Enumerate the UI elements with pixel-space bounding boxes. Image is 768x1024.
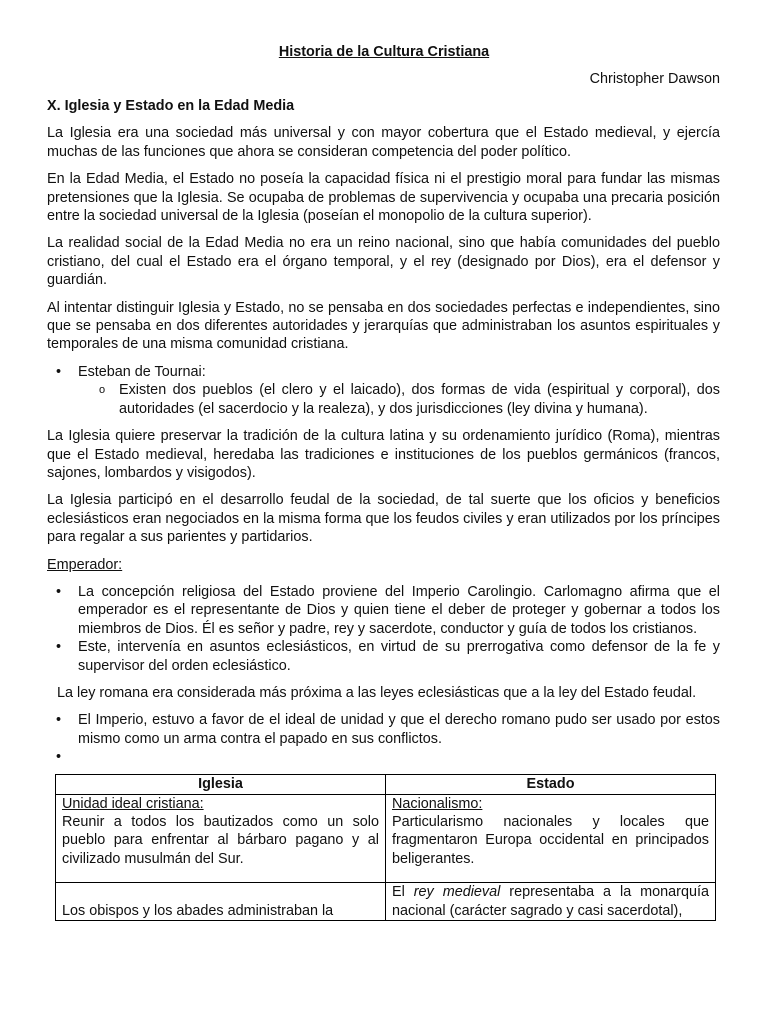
table-cell [386,883,716,921]
table-header-estado: Estado [386,775,716,794]
sub-list [78,381,720,418]
list-item: • La concepción religiosa del Estado proviene del Imperio Carolingio. Carlomagno afirma que el emperador es el representante de Dios y quien tiene el deber de proteger y gobernar a todos los miembros de Dios. Él es señor y padre, rey y sacerdote, conductor y guía de todos los cristianos. [47,583,720,638]
table-row [56,794,716,883]
paragraph: La Iglesia participó en el desarrollo feudal de la sociedad, de tal suerte que los oficios y beneficios eclesiásticos eran negociados en la misma forma que los feudos civiles y eran utilizados por los príncipes para regalar a sus parientes y partidarios. [47,492,720,546]
section-heading: X. Iglesia y Estado en la Edad Media [47,98,295,114]
comparison-table [55,774,716,921]
list-item [47,363,720,418]
list-item-label: Esteban de Tournai: [78,363,206,380]
cell-text: Los obispos y los abades administraban la [62,902,334,919]
table-cell [56,794,386,883]
cell-text: Reunir a todos los bautizados como un solo pueblo para enfrentar al bárbaro pagano y al civilizado musulmán del Sur. [62,814,379,867]
paragraph: La realidad social de la Edad Media no era un reino nacional, sino que había comunidades del pueblo cristiano, del cual el Estado era el órgano temporal, y el rey (designado por Dios), era el defensor y guardián. [47,235,720,289]
paragraph: En la Edad Media, el Estado no poseía la capacidad física ni el prestigio moral para fundar las mismas pretensiones que la Iglesia. Se ocupaba de problemas de supervivencia y ocupaba una precaria posición entre la sociedad universal de la Iglesia (poseían el monopolio de la cultura superior). [47,171,720,225]
sub-list-item: o Existen dos pueblos (el clero y el laicado), dos formas de vida (espiritual y corporal), dos autoridades (el sacerdocio y la realeza), y dos jurisdicciones (ley divina y humana). [78,381,720,418]
document-author: Christopher Dawson [589,71,720,87]
list-item-empty [47,748,720,766]
document-title: Historia de la Cultura Cristiana [278,44,490,60]
cell-title: Nacionalismo: [392,795,483,812]
table-row [56,883,716,921]
cell-text: Particularismo nacionales y locales que fragmentaron Europa occidental en principados beligerantes. [392,814,709,867]
table-cell [56,883,386,921]
document-body [47,97,720,921]
table-header-iglesia: Iglesia [56,775,386,794]
cell-text [392,883,709,920]
table-header-row [56,775,716,794]
cell-text-emphasis: rey medieval [413,884,501,901]
bullet-list-tournai [47,363,720,418]
cell-title: Unidad ideal cristiana: [62,795,204,812]
paragraph-ley-romana: La ley romana era considerada más próxima a las leyes eclesiásticas que a la ley del Estado feudal. [57,684,697,701]
cell-text-post: representaba a la monarquía nacional (carácter sagrado y casi sacerdotal), [392,884,709,919]
bullet-list-emperador [47,583,720,675]
cell-text-pre: El [392,884,414,901]
table-cell [386,794,716,883]
paragraph: La Iglesia quiere preservar la tradición de la cultura latina y su ordenamiento jurídico (Roma), mientras que el Estado medieval, heredaba las tradiciones e instituciones de los pueblos germánicos (francos, sajones, lombardos y visigodos). [47,428,720,481]
subsection-label-emperador: Emperador: [47,556,123,573]
list-item: • El Imperio, estuvo a favor de el ideal de unidad y que el derecho romano pudo ser usado por estos mismo como un arma contra el papado en sus conflictos. [47,711,720,748]
paragraph: Al intentar distinguir Iglesia y Estado, no se pensaba en dos sociedades perfectas e independientes, sino que se pensaba en dos diferentes autoridades y jerarquías que administraban los asuntos espirituales y temporales de una misma comunidad cristiana. [47,299,720,353]
list-item: • Este, intervenía en asuntos eclesiásticos, en virtud de su prerrogativa como defensor de la fe y supervisor del orden eclesiástico. [47,638,720,675]
paragraph: La Iglesia era una sociedad más universal y con mayor cobertura que el Estado medieval, y ejercía muchas de las funciones que ahora se consideran competencia del poder político. [47,125,720,160]
bullet-list-imperio [47,711,720,766]
